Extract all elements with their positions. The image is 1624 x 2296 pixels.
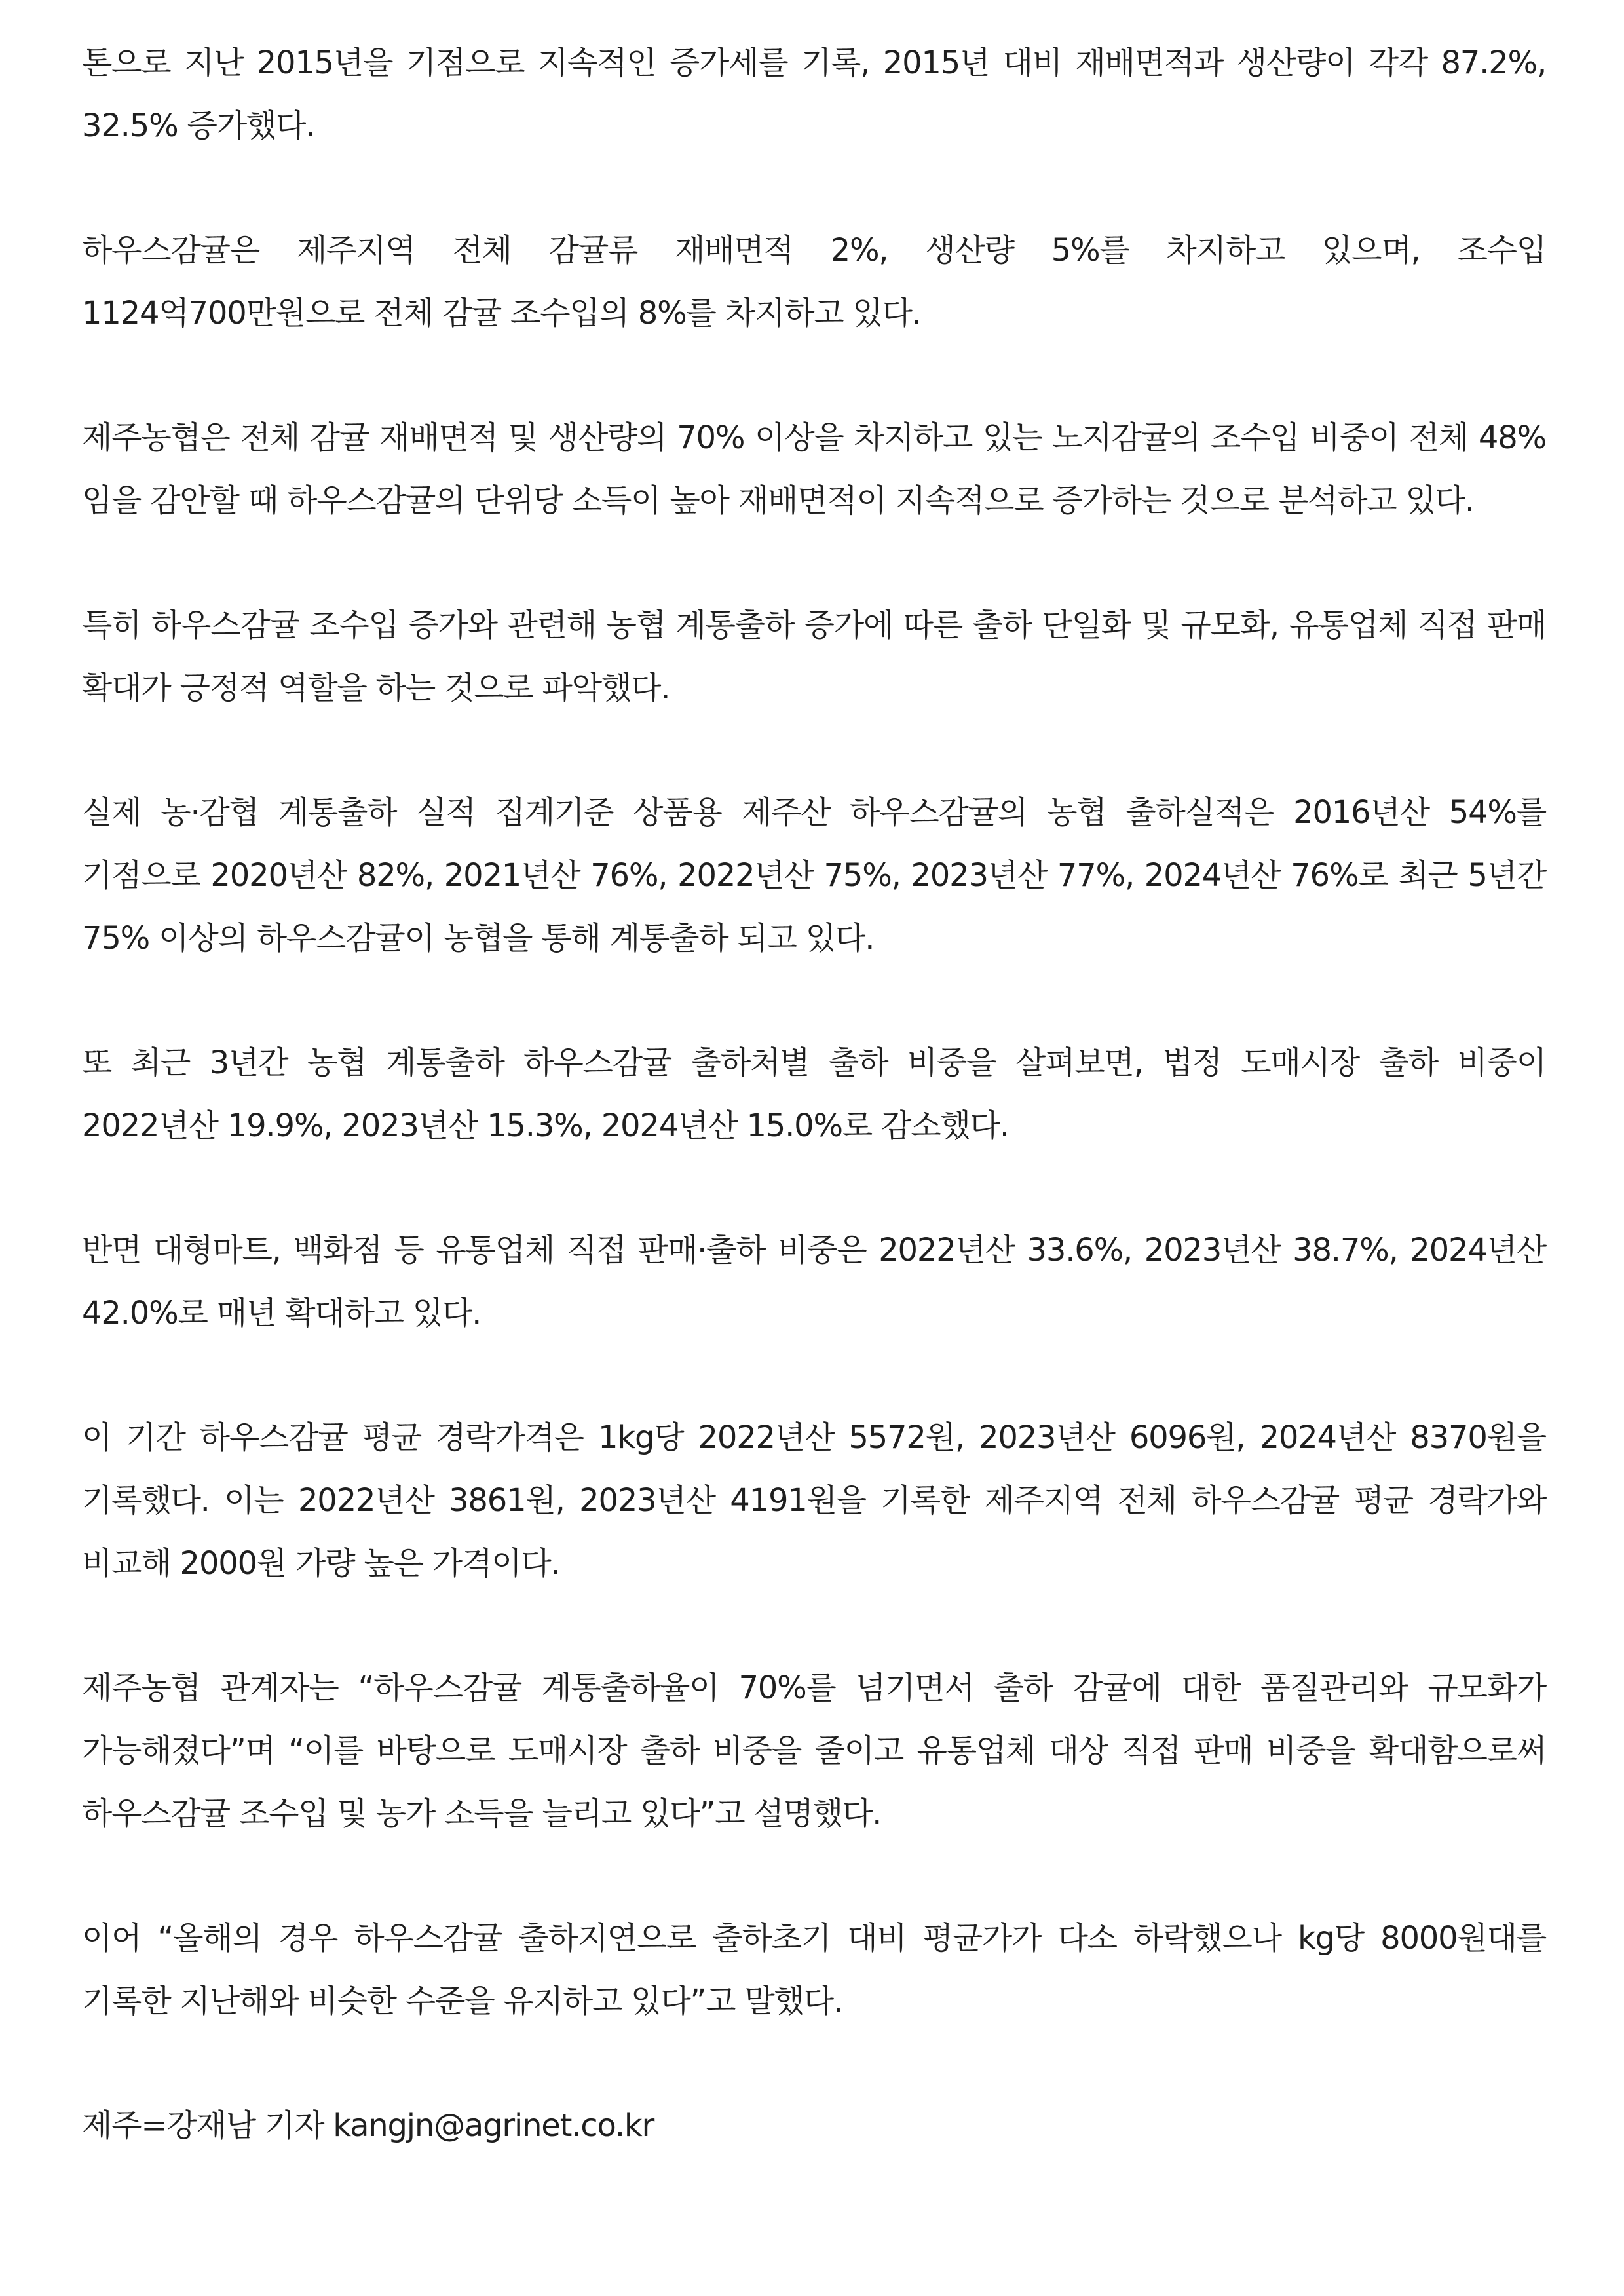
article-paragraph-2: 하우스감귤은 제주지역 전체 감귤류 재배면적 2%, 생산량 5%를 차지하고 있으며, 조수입 1124억700만원으로 전체 감귤 조수입의 8%를 차지하고 있다. <box>82 232 1546 332</box>
article-paragraph-4: 특히 하우스감귤 조수입 증가와 관련해 농협 계통출하 증가에 따른 출하 단일화 및 규모화, 유통업체 직접 판매 확대가 긍정적 역할을 하는 것으로 파악했다. <box>82 607 1546 706</box>
article-paragraph-3: 제주농협은 전체 감귤 재배면적 및 생산량의 70% 이상을 차지하고 있는 노지감귤의 조수입 비중이 전체 48%임을 감안할 때 하우스감귤의 단위당 소득이 높아 재배면적이 지속적으로 증가하는 것으로 분석하고 있다. <box>82 419 1546 519</box>
article-paragraph-6: 또 최근 3년간 농협 계통출하 하우스감귤 출하처별 출하 비중을 살펴보면, 법정 도매시장 출하 비중이 2022년산 19.9%, 2023년산 15.3%, 2024년산 15.0%로 감소했다. <box>82 1044 1546 1144</box>
article-paragraph-1: 톤으로 지난 2015년을 기점으로 지속적인 증가세를 기록, 2015년 대비 재배면적과 생산량이 각각 87.2%, 32.5% 증가했다. <box>82 45 1546 144</box>
article-paragraph-9: 제주농협 관계자는 “하우스감귤 계통출하율이 70%를 넘기면서 출하 감귤에 대한 품질관리와 규모화가 가능해졌다”며 “이를 바탕으로 도매시장 출하 비중을 줄이고 유통업체 대상 직접 판매 비중을 확대함으로써 하우스감귤 조수입 및 농가 소득을 늘리고 있다”고 설명했다. <box>82 1670 1546 1832</box>
article-paragraph-10: 이어 “올해의 경우 하우스감귤 출하지연으로 출하초기 대비 평균가가 다소 하락했으나 kg당 8000원대를 기록한 지난해와 비슷한 수준을 유지하고 있다”고 말했다. <box>82 1920 1546 2019</box>
article-paragraph-8: 이 기간 하우스감귤 평균 경락가격은 1kg당 2022년산 5572원, 2023년산 6096원, 2024년산 8370원을 기록했다. 이는 2022년산 3861원, 2023년산 4191원을 기록한 제주지역 전체 하우스감귤 평균 경락가와 비교해 2000원 가량 높은 가격이다. <box>82 1419 1546 1582</box>
article-byline: 제주=강재남 기자 kangjn@agrinet.co.kr <box>82 2107 654 2144</box>
article-body <box>82 31 1546 2157</box>
article-paragraph-7: 반면 대형마트, 백화점 등 유통업체 직접 판매·출하 비중은 2022년산 33.6%, 2023년산 38.7%, 2024년산 42.0%로 매년 확대하고 있다. <box>82 1232 1546 1331</box>
article-paragraph-5: 실제 농·감협 계통출하 실적 집계기준 상품용 제주산 하우스감귤의 농협 출하실적은 2016년산 54%를 기점으로 2020년산 82%, 2021년산 76%, 2022년산 75%, 2023년산 77%, 2024년산 76%로 최근 5년간 75% 이상의 하우스감귤이 농협을 통해 계통출하 되고 있다. <box>82 794 1546 957</box>
